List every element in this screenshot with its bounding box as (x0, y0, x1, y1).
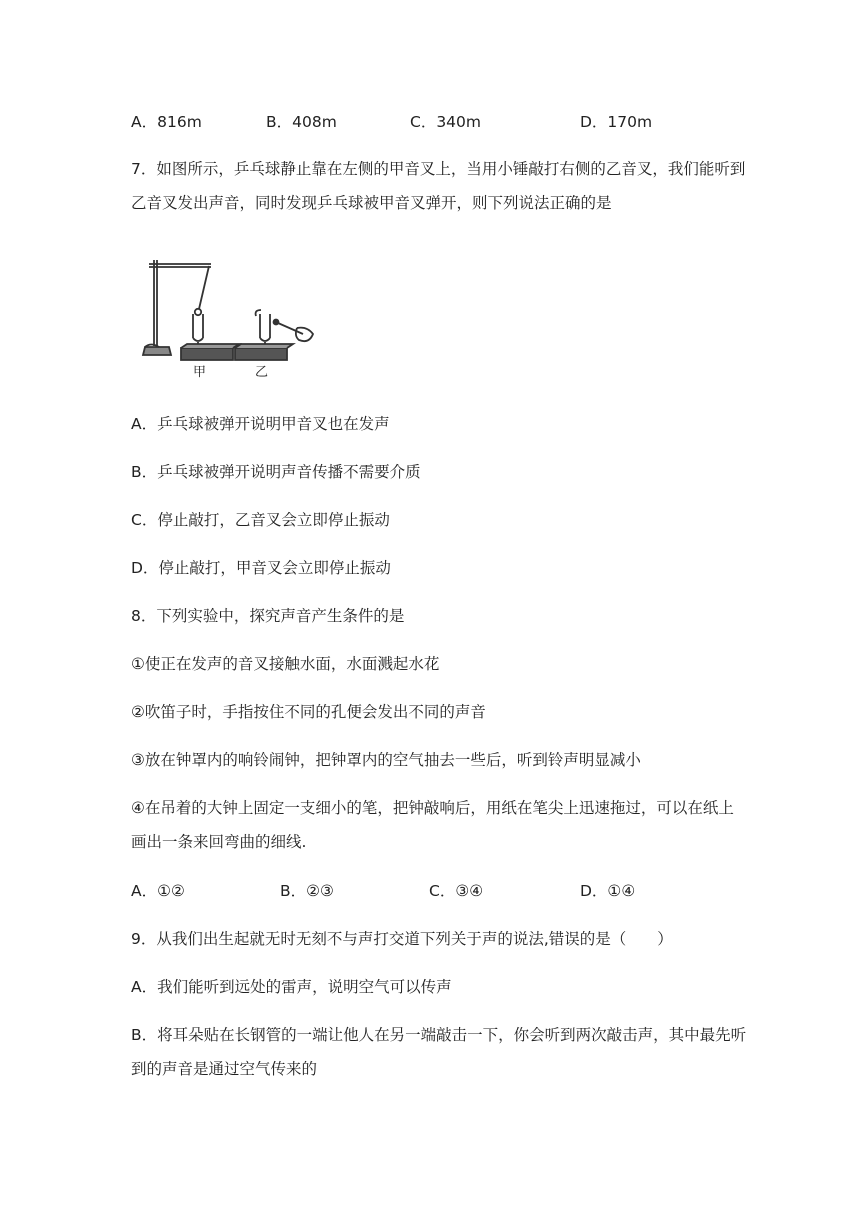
figure-label-jia: 甲 (193, 365, 207, 380)
q8-item-1: ①使正在发声的音叉接触水面，水面溅起水花 (131, 655, 440, 673)
q9-stem: 9．从我们出生起就无时无刻不与声打交道下列关于声的说法,错误的是（ ） (131, 930, 673, 948)
q8-item-3: ③放在钟罩内的响铃闹钟，把钟罩内的空气抽去一些后，听到铃声明显减小 (131, 751, 641, 769)
q8-option-c: C．③④ (429, 882, 484, 900)
tuning-fork-figure (131, 252, 315, 380)
q8-item-2: ②吹笛子时，手指按住不同的孔便会发出不同的声音 (131, 703, 486, 721)
q7-option-a: A．乒乓球被弹开说明甲音叉也在发声 (131, 415, 390, 433)
q9-option-b-line2: 到的声音是通过空气传来的 (131, 1060, 318, 1078)
q6-option-a: A．816m (131, 113, 202, 131)
figure-label-yi: 乙 (255, 365, 269, 380)
q8-option-a: A．①② (131, 882, 185, 900)
q6-option-b: B．408m (266, 113, 337, 131)
q8-option-b: B．②③ (280, 882, 334, 900)
q7-stem-line1: 7．如图所示，乒乓球静止靠在左侧的甲音叉上，当用小锤敲打右侧的乙音叉，我们能听到 (131, 160, 746, 178)
q7-option-c: C．停止敲打，乙音叉会立即停止振动 (131, 511, 390, 529)
q6-option-d: D．170m (580, 113, 653, 131)
q8-stem: 8．下列实验中，探究声音产生条件的是 (131, 607, 405, 625)
q7-option-b: B．乒乓球被弹开说明声音传播不需要介质 (131, 463, 421, 481)
q8-item-4-line2: 画出一条来回弯曲的细线. (131, 833, 307, 851)
q7-stem-line2: 乙音叉发出声音，同时发现乒乓球被甲音叉弹开，则下列说法正确的是 (131, 194, 612, 212)
q7-option-d: D．停止敲打，甲音叉会立即停止振动 (131, 559, 391, 577)
q9-option-a: A．我们能听到远处的雷声，说明空气可以传声 (131, 978, 452, 996)
q6-option-c: C．340m (410, 113, 482, 131)
q9-option-b-line1: B．将耳朵贴在长钢管的一端让他人在另一端敲击一下，你会听到两次敲击声，其中最先听 (131, 1026, 747, 1044)
q8-option-d: D．①④ (580, 882, 636, 900)
q8-item-4-line1: ④在吊着的大钟上固定一支细小的笔，把钟敲响后，用纸在笔尖上迅速拖过，可以在纸上 (131, 799, 734, 817)
